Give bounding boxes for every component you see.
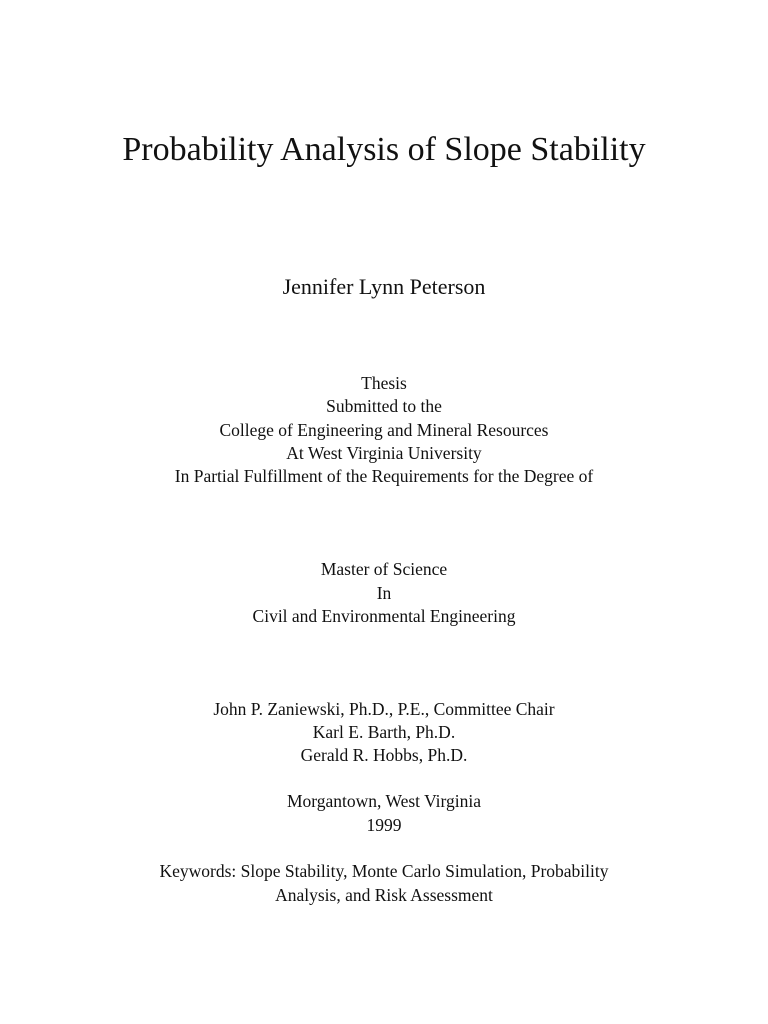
degree-line: In xyxy=(376,583,392,603)
committee-member: Karl E. Barth, Ph.D. xyxy=(312,722,456,742)
location: Morgantown, West Virginia xyxy=(286,791,482,811)
document-title: Probability Analysis of Slope Stability xyxy=(122,131,646,168)
keywords-line: Keywords: Slope Stability, Monte Carlo Simulation, Probability xyxy=(159,861,609,881)
degree-line: Master of Science xyxy=(320,559,448,579)
keywords-line: Analysis, and Risk Assessment xyxy=(275,885,493,905)
committee-member: John P. Zaniewski, Ph.D., P.E., Committee Chair xyxy=(213,699,555,719)
submission-line: Submitted to the xyxy=(326,396,442,416)
submission-line: At West Virginia University xyxy=(286,443,482,463)
year: 1999 xyxy=(366,815,402,835)
degree-line: Civil and Environmental Engineering xyxy=(252,606,516,626)
submission-line: In Partial Fulfillment of the Requirements for the Degree of xyxy=(174,466,594,486)
committee-member: Gerald R. Hobbs, Ph.D. xyxy=(300,745,468,765)
submission-line: Thesis xyxy=(361,373,407,393)
author-name: Jennifer Lynn Peterson xyxy=(282,274,486,299)
submission-line: College of Engineering and Mineral Resources xyxy=(219,420,549,440)
